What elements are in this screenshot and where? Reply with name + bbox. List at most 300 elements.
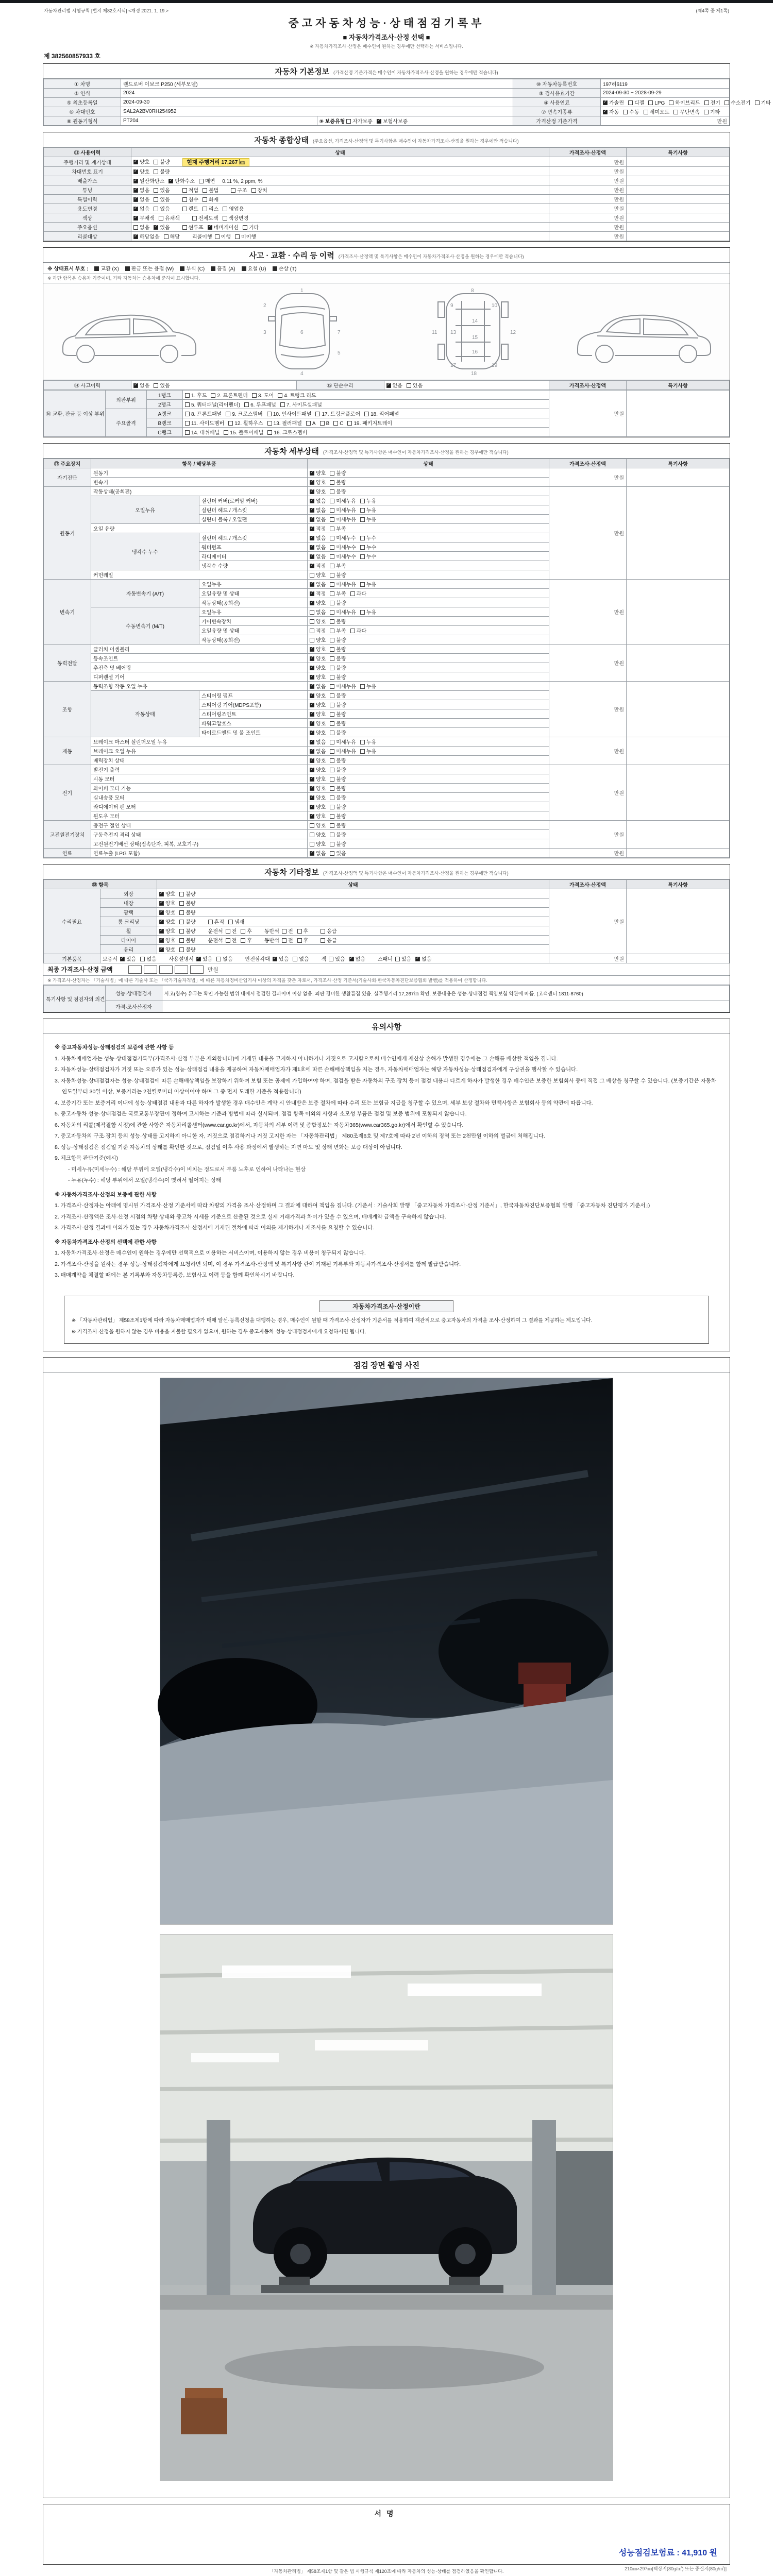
checkbox-장치[interactable]: 장치 <box>251 186 267 194</box>
checkbox-미세누유[interactable]: 미세누유 <box>330 580 356 588</box>
checkbox-렌트[interactable]: 렌트 <box>182 205 198 212</box>
checkbox-미세누수[interactable]: 미세누수 <box>330 543 356 551</box>
checkbox-후[interactable]: 후 <box>297 936 309 944</box>
checkbox-불량[interactable]: 불량 <box>154 167 170 175</box>
remark-cell <box>627 645 730 682</box>
checkbox-10. 인사이드패널[interactable]: 10. 인사이드패널 <box>267 410 312 417</box>
checkbox-색상변경[interactable]: 색상변경 <box>223 214 249 222</box>
checkbox-6. 루프패널[interactable]: 6. 루프패널 <box>244 400 276 408</box>
checkbox-보험사보증[interactable]: ✓ 보험사보증 <box>377 117 408 125</box>
checkbox-box <box>154 160 158 164</box>
checkbox-양호[interactable]: ✓ 양호 <box>159 945 175 953</box>
svg-text:5: 5 <box>337 350 341 356</box>
checkbox-양호[interactable]: ✓ 양호 <box>310 766 326 773</box>
checkbox-양호[interactable]: ✓ 양호 <box>310 793 326 801</box>
checkbox-리스[interactable]: 리스 <box>203 205 218 212</box>
checkbox-없음[interactable]: ✓ 없음 <box>310 682 326 690</box>
overall-row: 배출가스 ✓ 일산화탄소 ✓ 탄화수소 매연 0.11 %, 2 ppm, % 만원 <box>44 176 730 185</box>
checkbox-양호[interactable]: ✓ 양호 <box>310 469 326 477</box>
checkbox-적법[interactable]: 적법 <box>182 186 198 194</box>
checkbox-불량[interactable]: 불량 <box>179 936 195 944</box>
checkbox-불량[interactable]: 불량 <box>330 728 346 736</box>
checkbox-12. 휠하우스[interactable]: 12. 휠하우스 <box>228 419 263 427</box>
checkbox-box <box>310 777 314 782</box>
checkbox-양호[interactable]: ✓ 양호 <box>159 890 175 897</box>
detail-row: 오일유량 및 상태 ✓ 적정 부족 과다 <box>44 589 730 598</box>
checkbox-7. 사이드실패널[interactable]: 7. 사이드실패널 <box>280 400 322 408</box>
checkbox-box <box>755 100 760 105</box>
checkbox-해당[interactable]: 해당 <box>164 232 180 240</box>
checkbox-자동[interactable]: ✓ 자동 <box>603 108 619 115</box>
checkbox-구조[interactable]: 구조 <box>231 186 247 194</box>
checkbox-양호[interactable]: ✓ 양호 <box>310 812 326 820</box>
checkbox-box <box>330 508 334 513</box>
checkbox-box <box>330 554 334 559</box>
section-basic-info <box>43 63 771 126</box>
checkbox-box <box>360 554 365 559</box>
checkbox-box <box>310 833 314 837</box>
checkbox-불량[interactable]: 불량 <box>330 766 346 773</box>
price-digit-box[interactable] <box>159 965 173 974</box>
checkbox-box <box>120 957 125 961</box>
notes-item: 8. 성능·상태점검은 점검일 기준 자동차의 상태를 확인한 것으로, 점검일 이후 사용 과정에서 발생하는 자연 마모 및 상태 변화는 보증 대상이 아닙니다. <box>55 1144 402 1150</box>
section-detail-title: 자동차 세부상태 (가격조사·산정액 및 특기사항은 매수인이 자동차가격조사·산정을 원하는 경우에만 적습니다) <box>43 444 730 459</box>
checkbox-있음[interactable]: ✓ 있음 <box>196 955 212 962</box>
checkbox-없음[interactable]: ✓ 없음 <box>310 534 326 541</box>
checkbox-하이브리드[interactable]: 하이브리드 <box>669 98 700 106</box>
checkbox-부족[interactable]: 부족 <box>330 562 346 569</box>
etc-row: 수리필요 외장 ✓ 양호 불량 만원 <box>44 889 730 899</box>
checkbox-양호[interactable]: ✓ 양호 <box>159 899 175 907</box>
checkbox-불량[interactable]: 불량 <box>330 645 346 653</box>
checkbox-양호[interactable]: ✓ 양호 <box>159 927 175 935</box>
checkbox-box <box>252 393 257 398</box>
checkbox-불량[interactable]: 불량 <box>179 899 195 907</box>
svg-text:3: 3 <box>263 330 266 335</box>
checkbox-미이행[interactable]: 미이행 <box>235 232 256 240</box>
checkbox-있음[interactable]: ✓ 있음 <box>120 955 136 962</box>
checkbox-적정[interactable]: ✓ 적정 <box>310 562 326 569</box>
checkbox-없음[interactable]: ✓ 없음 <box>310 497 326 504</box>
checkbox-양호[interactable]: ✓ 양호 <box>310 673 326 681</box>
checkbox-없음[interactable]: ✓ 없음 <box>310 515 326 523</box>
checkbox-양호[interactable]: ✓ 양호 <box>310 664 326 671</box>
price-digit-box[interactable] <box>190 965 204 974</box>
checkbox-양호[interactable]: ✓ 양호 <box>310 784 326 792</box>
etc-row: 룸 크리닝 ✓ 양호 불량 흔적 냄새 <box>44 917 730 926</box>
checkbox-미세누유[interactable]: 미세누유 <box>330 515 356 523</box>
checkbox-LPG[interactable]: LPG <box>648 100 665 106</box>
detail-row: 고전원전기장치 충전구 절연 상태 양호 불량 만원 <box>44 821 730 830</box>
checkbox-box <box>360 582 365 587</box>
checkbox-누수[interactable]: 누수 <box>360 552 376 560</box>
checkbox-양호[interactable]: 양호 <box>310 636 326 643</box>
checkbox-누유[interactable]: 누유 <box>360 608 376 616</box>
price-cell: 만원 <box>549 195 627 204</box>
checkbox-box <box>704 110 709 114</box>
checkbox-1. 후드[interactable]: 1. 후드 <box>185 391 207 399</box>
checkbox-box <box>330 489 334 494</box>
checkbox-미세누유[interactable]: 미세누유 <box>330 747 356 755</box>
checkbox-불량[interactable]: 불량 <box>330 784 346 792</box>
checkbox-없음[interactable]: ✓ 없음 <box>133 186 149 194</box>
svg-text:4: 4 <box>300 371 304 377</box>
checkbox-미세누수[interactable]: 미세누수 <box>330 534 356 541</box>
checkbox-불량[interactable]: 불량 <box>330 756 346 764</box>
checkbox-box <box>203 207 207 211</box>
checkbox-없음[interactable]: ✓ 없음 <box>133 205 149 212</box>
checkbox-없음[interactable]: ✓ 없음 <box>133 195 149 203</box>
checkbox-불량[interactable]: 불량 <box>179 890 195 897</box>
checkbox-양호[interactable]: ✓ 양호 <box>310 599 326 606</box>
remark-cell <box>627 468 730 487</box>
remark-cell <box>627 954 730 963</box>
checkbox-없음[interactable]: 없음 <box>293 955 309 962</box>
checkbox-box <box>310 731 314 735</box>
checkbox-양호[interactable]: ✓ 양호 <box>159 936 175 944</box>
checkbox-C[interactable]: C <box>333 421 343 427</box>
checkbox-침수[interactable]: 침수 <box>182 195 198 203</box>
checkbox-없음[interactable]: ✓ 없음 <box>310 747 326 755</box>
checkbox-있음[interactable]: 있음 <box>329 955 345 962</box>
checkbox-box <box>140 957 145 961</box>
checkbox-있음[interactable]: 있음 <box>330 849 346 857</box>
checkbox-있음[interactable]: 있음 <box>154 195 170 203</box>
checkbox-누유[interactable]: 누유 <box>360 515 376 523</box>
checkbox-box <box>350 591 355 596</box>
checkbox-없음[interactable]: ✓ 없음 <box>310 506 326 514</box>
detail-row: 제동 브레이크 마스터 실린더오일 누유 ✓ 없음 미세누유 누유 만원 <box>44 737 730 747</box>
notes-item: 7. 중고자동차의 구조·장치 등의 성능·상태를 고지하지 아니한 자, 거짓으로 점검하거나 거짓 고지한 자는 「자동차관리법」 제80조제6호 및 제7호에 따라 2년 이하의 징역 또는 2천만원 이하의 벌금에 처해집니다. <box>55 1133 545 1140</box>
checkbox-없음[interactable]: 없음 <box>310 608 326 616</box>
checkbox-없음[interactable]: 없음 <box>140 955 156 962</box>
checkbox-있음[interactable]: ✓ 있음 <box>154 223 170 231</box>
checkbox-불량[interactable]: 불량 <box>154 158 170 165</box>
checkbox-양호[interactable]: ✓ 양호 <box>310 756 326 764</box>
checkbox-box <box>211 393 215 398</box>
checkbox-전기[interactable]: 전기 <box>704 98 720 106</box>
checkbox-응급[interactable]: 응급 <box>321 927 336 935</box>
checkbox-없음[interactable]: ✓ 없음 <box>310 543 326 551</box>
checkbox-양호[interactable]: 양호 <box>310 831 326 838</box>
checkbox-누유[interactable]: 누유 <box>360 682 376 690</box>
checkbox-불량[interactable]: 불량 <box>330 664 346 671</box>
detail-row: 수동변속기 (M/T) 오일누유 없음 미세누유 누유 <box>44 607 730 617</box>
checkbox-흔적[interactable]: 흔적 <box>208 918 224 925</box>
checkbox-화재[interactable]: 화재 <box>203 195 218 203</box>
checkbox-미세누수[interactable]: 미세누수 <box>330 552 356 560</box>
checkbox-일산화탄소[interactable]: ✓ 일산화탄소 <box>133 177 164 184</box>
checkbox-box <box>306 421 311 426</box>
checkbox-불량[interactable]: 불량 <box>330 775 346 783</box>
checkbox-누유[interactable]: 누유 <box>360 580 376 588</box>
checkbox-누유[interactable]: 누유 <box>360 738 376 745</box>
checkbox-없음[interactable]: ✓ 없음 <box>349 955 365 962</box>
checkbox-양호[interactable]: ✓ 양호 <box>310 775 326 783</box>
checkbox-없음[interactable]: ✓ 없음 <box>310 849 326 857</box>
checkbox-양호[interactable]: ✓ 양호 <box>310 728 326 736</box>
remark-cell <box>627 849 730 858</box>
checkbox-적정[interactable]: ✓ 적정 <box>310 524 326 532</box>
checkbox-불량[interactable]: 불량 <box>330 691 346 699</box>
checkbox-불량[interactable]: 불량 <box>330 701 346 708</box>
detail-row: 냉각수 누수 실린더 헤드 / 개스킷 ✓ 없음 미세누수 누수 <box>44 533 730 543</box>
checkbox-과다[interactable]: 과다 <box>350 589 366 597</box>
checkbox-box <box>669 100 673 105</box>
etc-row: 광택 ✓ 양호 불량 <box>44 908 730 917</box>
checkbox-가솔린[interactable]: ✓ 가솔린 <box>603 98 624 106</box>
checkbox-없음[interactable]: ✓ 없음 <box>386 381 402 389</box>
checkbox-있음[interactable]: 있음 <box>154 381 170 389</box>
checkbox-없음[interactable]: 없음 <box>216 955 232 962</box>
checkbox-양호[interactable]: 양호 <box>310 821 326 829</box>
checkbox-양호[interactable]: ✓ 양호 <box>159 908 175 916</box>
remark-cell <box>627 176 730 185</box>
checkbox-불량[interactable]: 불량 <box>330 673 346 681</box>
overall-row: 주요옵션 없음 ✓ 있음 썬루프 ✓ 네비게이션 기타 만원 <box>44 223 730 232</box>
signature-label[interactable]: 서명 <box>374 2509 399 2518</box>
checkbox-18. 리어패널[interactable]: 18. 리어패널 <box>364 410 399 417</box>
checkbox-불량[interactable]: 불량 <box>330 571 346 579</box>
checkbox-양호[interactable]: ✓ 양호 <box>133 158 149 165</box>
checkbox-14. 대쉬패널[interactable]: 14. 대쉬패널 <box>185 428 220 436</box>
checkbox-box <box>330 666 334 670</box>
checkbox-box <box>310 517 314 522</box>
notes-title: 유의사항 <box>43 1019 730 1034</box>
remark-cell <box>627 232 730 241</box>
checkbox-전[interactable]: 전 <box>282 936 293 944</box>
checkbox-box <box>725 100 729 105</box>
section-accident-title: 사고 · 교환 · 수리 등 이력 (가격조사·산정액 및 특기사항은 매수인이 자동차가격조사·산정을 원하는 경우에만 적습니다) <box>43 248 730 263</box>
price-digit-box[interactable] <box>175 965 188 974</box>
checkbox-과다[interactable]: 과다 <box>350 626 366 634</box>
checkbox-box <box>603 110 608 114</box>
checkbox-box <box>310 786 314 791</box>
checkbox-불량[interactable]: 불량 <box>330 710 346 718</box>
checkbox-box <box>159 910 164 915</box>
checkbox-전체도색[interactable]: 전체도색 <box>192 214 218 222</box>
checkbox-적정[interactable]: ✓ 적정 <box>310 589 326 597</box>
checkbox-box <box>185 402 190 407</box>
checkbox-불량[interactable]: 불량 <box>330 793 346 801</box>
price-digit-box[interactable] <box>128 965 142 974</box>
remarks-table: 특기사항 및 점검자의 의견 성능·상태점검자 사고(침수) 유무는 확인 가능한 범위 내에서 점검한 결과이며 이상 없음. 외판 경미한 생활흠집 있음. 실주행거리 17,267㎞ 확인. 보증내용은 성능·상태점검 책임보험 약관에 따름. (고객센터 1811-8760) 가격·조사산정자 <box>43 985 730 1012</box>
checkbox-기타[interactable]: 기타 <box>704 108 720 115</box>
checkbox-box <box>293 957 297 961</box>
checkbox-있음[interactable]: 있음 <box>154 205 170 212</box>
checkbox-16. 크로스멤버[interactable]: 16. 크로스멤버 <box>267 428 307 436</box>
checkbox-적정[interactable]: 적정 <box>310 626 326 634</box>
checkbox-양호[interactable]: ✓ 양호 <box>310 654 326 662</box>
checkbox-기타[interactable]: 기타 <box>755 98 771 106</box>
checkbox-불량[interactable]: 불량 <box>330 812 346 820</box>
checkbox-미세누유[interactable]: 미세누유 <box>330 506 356 514</box>
checkbox-box <box>282 929 287 934</box>
checkbox-B[interactable]: B <box>320 421 330 427</box>
checkbox-양호[interactable]: 양호 <box>310 571 326 579</box>
checkbox-응급[interactable]: 응급 <box>321 936 336 944</box>
checkbox-양호[interactable]: 양호 <box>310 617 326 625</box>
checkbox-매연[interactable]: 매연 <box>199 177 215 184</box>
checkbox-양호[interactable]: ✓ 양호 <box>310 710 326 718</box>
checkbox-box <box>330 675 334 680</box>
checkbox-A[interactable]: A <box>306 421 316 427</box>
checkbox-양호[interactable]: ✓ 양호 <box>159 918 175 925</box>
checkbox-디젤[interactable]: 디젤 <box>628 98 644 106</box>
notes-item: 6. 자동차의 리콜(제작결함 시정)에 관한 사항은 자동차리콜센터(www.car.go.kr)에서, 자동차의 세부 이력 및 종합정보는 자동차365(www.car365.go.kr)에서 확인할 수 있습니다. <box>55 1122 464 1128</box>
checkbox-미세누유[interactable]: 미세누유 <box>330 497 356 504</box>
checkbox-양호[interactable]: ✓ 양호 <box>310 645 326 653</box>
checkbox-전[interactable]: 전 <box>226 936 237 944</box>
checkbox-후[interactable]: 후 <box>297 927 309 935</box>
detail-row: 디퍼렌셜 기어 ✓ 양호 불량 <box>44 672 730 682</box>
svg-text:12: 12 <box>510 330 516 335</box>
checkbox-양호[interactable]: 양호 <box>310 840 326 848</box>
footer-line-1: 「자동차관리법」 제58조제1항 및 같은 법 시행규칙 제120조에 따라 자동차의 성능·상태를 점검하였음을 확인합니다. <box>269 2568 504 2574</box>
car-diagram-bottom-view <box>395 286 549 377</box>
checkbox-누수[interactable]: 누수 <box>360 543 376 551</box>
remark-cell <box>627 580 730 645</box>
checkbox-수동[interactable]: 수동 <box>623 108 639 115</box>
checkbox-양호[interactable]: ✓ 양호 <box>310 691 326 699</box>
checkbox-있음[interactable]: 있음 <box>407 381 423 389</box>
checkbox-4. 트렁크 리드[interactable]: 4. 트렁크 리드 <box>278 391 316 399</box>
checkbox-해당없음[interactable]: ✓ 해당없음 <box>133 232 160 240</box>
checkbox-전[interactable]: 전 <box>282 927 293 935</box>
checkbox-box <box>330 795 334 800</box>
checkbox-있음[interactable]: 있음 <box>395 955 411 962</box>
etc-row: 기본품목 보증서 ✓ 있음 없음 사용설명서 ✓ 있음 없음 안전삼각대 ✓ 있음 없음 잭 있음 ✓ 없음 스패너 있음 ✓ 없음 만원 <box>44 954 730 963</box>
checkbox-13. 필러패널[interactable]: 13. 필러패널 <box>267 419 302 427</box>
checkbox-9. 크로스멤버[interactable]: 9. 크로스멤버 <box>226 410 262 417</box>
checkbox-기타[interactable]: 기타 <box>243 223 259 231</box>
checkbox-5. 쿼터패널(리어펜더)[interactable]: 5. 쿼터패널(리어펜더) <box>185 400 240 408</box>
checkbox-불량[interactable]: 불량 <box>330 831 346 838</box>
section-signature <box>43 2504 730 2565</box>
checkbox-불량[interactable]: 불량 <box>330 821 346 829</box>
checkbox-불량[interactable]: 불량 <box>179 945 195 953</box>
state-symbol <box>125 266 130 271</box>
checkbox-양호[interactable]: ✓ 양호 <box>133 167 149 175</box>
checkbox-불량[interactable]: 불량 <box>330 840 346 848</box>
checkbox-썬루프[interactable]: 썬루프 <box>182 223 204 231</box>
checkbox-무채색[interactable]: ✓ 무채색 <box>133 214 155 222</box>
checkbox-부족[interactable]: 부족 <box>330 524 346 532</box>
checkbox-있음[interactable]: ✓ 있음 <box>273 955 289 962</box>
checkbox-box <box>330 573 334 578</box>
checkbox-box <box>330 684 334 689</box>
checkbox-17. 트렁크플로어[interactable]: 17. 트렁크플로어 <box>315 410 360 417</box>
checkbox-15. 플로어패널[interactable]: 15. 플로어패널 <box>224 428 263 436</box>
checkbox-box <box>310 712 314 717</box>
checkbox-미세누유[interactable]: 미세누유 <box>330 682 356 690</box>
checkbox-누유[interactable]: 누유 <box>360 747 376 755</box>
checkbox-있음[interactable]: 있음 <box>154 186 170 194</box>
checkbox-2. 프론트펜더[interactable]: 2. 프론트펜더 <box>211 391 247 399</box>
checkbox-19. 패키지트레이[interactable]: 19. 패키지트레이 <box>347 419 392 427</box>
checkbox-불법[interactable]: 불법 <box>203 186 218 194</box>
paper-spec: 210㎜×297㎜[백상지(80g/㎡) 또는 중질지(80g/㎡)] <box>625 2566 727 2571</box>
checkbox-11. 사이드멤버[interactable]: 11. 사이드멤버 <box>185 419 224 427</box>
checkbox-불량[interactable]: 불량 <box>330 803 346 810</box>
checkbox-부족[interactable]: 부족 <box>330 626 346 634</box>
checkbox-불량[interactable]: 불량 <box>330 599 346 606</box>
checkbox-탄화수소[interactable]: ✓ 탄화수소 <box>169 177 195 184</box>
checkbox-이행[interactable]: 이행 <box>215 232 231 240</box>
checkbox-box <box>644 110 648 114</box>
checkbox-양호[interactable]: ✓ 양호 <box>310 803 326 810</box>
detail-row: 등속조인트 ✓ 양호 불량 <box>44 654 730 663</box>
checkbox-없음[interactable]: ✓ 없음 <box>310 552 326 560</box>
checkbox-유채색[interactable]: 유채색 <box>159 214 180 222</box>
checkbox-냄새[interactable]: 냄새 <box>228 918 244 925</box>
document-subtitle: ■ 자동차가격조사·산정 선택 ■ <box>343 33 430 41</box>
checkbox-box <box>310 749 314 754</box>
checkbox-미세누유[interactable]: 미세누유 <box>330 738 356 745</box>
checkbox-없음[interactable]: ✓ 없음 <box>310 580 326 588</box>
checkbox-box <box>330 749 334 754</box>
checkbox-미세누유[interactable]: 미세누유 <box>330 608 356 616</box>
checkbox-불량[interactable]: 불량 <box>330 636 346 643</box>
checkbox-불량[interactable]: 불량 <box>330 487 346 495</box>
checkbox-양호[interactable]: ✓ 양호 <box>310 487 326 495</box>
checkbox-누유[interactable]: 누유 <box>360 506 376 514</box>
detail-row: 작동상태(공회전) ✓ 양호 불량 <box>44 598 730 607</box>
checkbox-불량[interactable]: 불량 <box>179 918 195 925</box>
checkbox-없음[interactable]: ✓ 없음 <box>310 738 326 745</box>
checkbox-무단변속[interactable]: 무단변속 <box>673 108 700 115</box>
notes-item: - 미세누유(미세누수) : 해당 부위에 오일(냉각수)이 비치는 정도로서 부품 노후로 인하여 나타나는 현상 <box>68 1166 306 1173</box>
checkbox-누유[interactable]: 누유 <box>360 497 376 504</box>
checkbox-box <box>310 619 314 624</box>
checkbox-양호[interactable]: ✓ 양호 <box>310 701 326 708</box>
checkbox-없음[interactable]: 없음 <box>133 223 149 231</box>
checkbox-8. 프론트패널[interactable]: 8. 프론트패널 <box>185 410 222 417</box>
checkbox-양호[interactable]: ✓ 양호 <box>310 478 326 486</box>
checkbox-누수[interactable]: 누수 <box>360 534 376 541</box>
remark-cell <box>627 487 730 580</box>
checkbox-불량[interactable]: 불량 <box>179 908 195 916</box>
checkbox-불량[interactable]: 불량 <box>330 719 346 727</box>
notes-item: 5. 중고자동차 성능·상태점검은 국토교통부장관이 정하여 고시하는 기준과 방법에 따라 실시되며, 점검 항목 이외의 사항과 소모성 부품은 점검 및 보증 범위에 포함되지 않습니다. <box>55 1111 467 1117</box>
checkbox-양호[interactable]: ✓ 양호 <box>310 719 326 727</box>
checkbox-없음[interactable]: ✓ 없음 <box>415 955 431 962</box>
checkbox-불량[interactable]: 불량 <box>330 617 346 625</box>
checkbox-영업용[interactable]: 영업용 <box>223 205 244 212</box>
checkbox-후[interactable]: 후 <box>241 936 252 944</box>
checkbox-불량[interactable]: 불량 <box>179 927 195 935</box>
checkbox-box <box>330 647 334 652</box>
checkbox-box <box>185 421 190 426</box>
price-digit-box[interactable] <box>144 965 157 974</box>
checkbox-3. 도어[interactable]: 3. 도어 <box>252 391 274 399</box>
checkbox-후[interactable]: 후 <box>241 927 252 935</box>
checkbox-box <box>704 100 709 105</box>
checkbox-자가보증[interactable]: 자가보증 <box>346 117 373 125</box>
checkbox-네비게이션[interactable]: ✓ 네비게이션 <box>208 223 239 231</box>
detail-row: 실내송풍 모터 ✓ 양호 불량 <box>44 793 730 802</box>
checkbox-없음[interactable]: ✓ 없음 <box>133 381 149 389</box>
checkbox-불량[interactable]: 불량 <box>330 654 346 662</box>
checkbox-전[interactable]: 전 <box>226 927 237 935</box>
checkbox-부족[interactable]: 부족 <box>330 589 346 597</box>
checkbox-불량[interactable]: 불량 <box>330 478 346 486</box>
detail-row: 와이퍼 모터 기능 ✓ 양호 불량 <box>44 784 730 793</box>
checkbox-수소전기[interactable]: 수소전기 <box>725 98 751 106</box>
checkbox-세미오토[interactable]: 세미오토 <box>644 108 670 115</box>
checkbox-불량[interactable]: 불량 <box>330 469 346 477</box>
checkbox-box <box>185 412 190 416</box>
